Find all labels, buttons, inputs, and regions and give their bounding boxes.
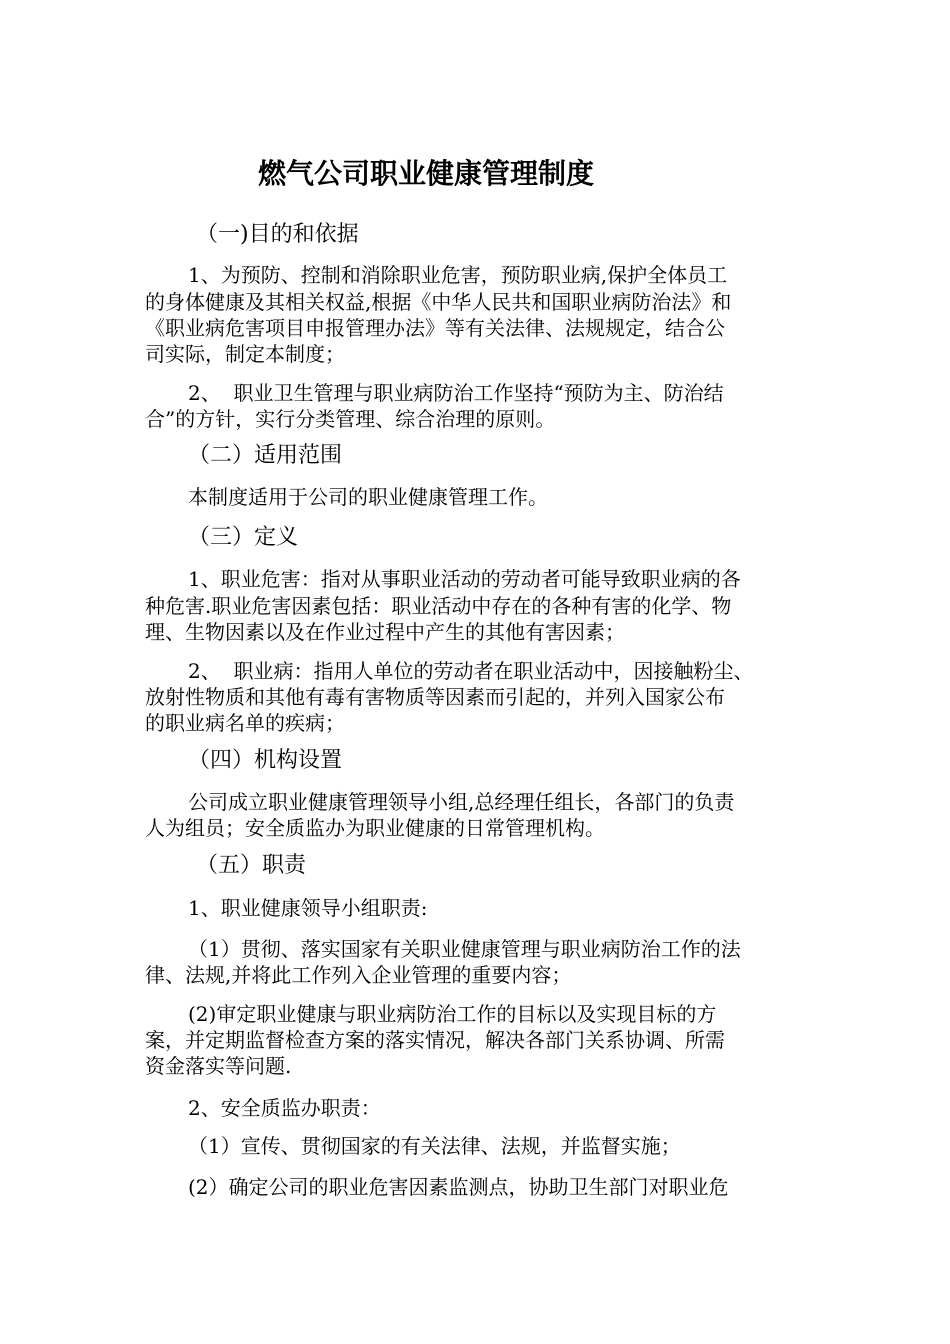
- paragraph-line: 《职业病危害项目申报管理办法》等有关法律、法规规定，结合公: [145, 316, 725, 340]
- paragraph-line: 本制度适用于公司的职业健康管理工作。: [188, 485, 548, 509]
- subsection-heading: 1、职业健康领导小组职责:: [188, 896, 428, 920]
- paragraph-line: （1）宣传、贯彻国家的有关法律、法规，并监督实施；: [188, 1134, 681, 1158]
- subsection-heading: 2、安全质监办职责：: [188, 1096, 381, 1120]
- paragraph-line: 1、为预防、控制和消除职业危害，预防职业病,保护全体员工: [188, 263, 728, 287]
- section-heading-1: （一)目的和依据: [196, 222, 359, 247]
- paragraph-line: 合”的方针，实行分类管理、综合治理的原则。: [145, 407, 556, 431]
- paragraph-line: 律、法规,并将此工作列入企业管理的重要内容；: [145, 963, 572, 987]
- paragraph-line: 放射性物质和其他有毒有害物质等因素而引起的，并列入国家公布: [145, 685, 725, 709]
- section-heading-5: （五）职责: [196, 853, 307, 878]
- paragraph-line: 1、职业危害：指对从事职业活动的劳动者可能导致职业病的各: [188, 567, 741, 591]
- paragraph-line: 公司成立职业健康管理领导小组,总经理任组长，各部门的负责: [188, 790, 735, 814]
- document-title: 燃气公司职业健康管理制度: [258, 157, 595, 190]
- paragraph-line: 案，并定期监督检查方案的落实情况，解决各部门关系协调、所需: [145, 1028, 725, 1052]
- paragraph-line: 的身体健康及其相关权益,根据《中华人民共和国职业病防治法》和: [145, 290, 732, 314]
- paragraph-line: 的职业病名单的疾病；: [145, 711, 345, 735]
- paragraph-line: 2、 职业卫生管理与职业病防治工作坚持“预防为主、防治结: [188, 381, 724, 405]
- section-heading-2: （二）适用范围: [188, 443, 343, 468]
- paragraph-line: 理、生物因素以及在作业过程中产生的其他有害因素；: [145, 620, 625, 644]
- paragraph-line: （1）贯彻、落实国家有关职业健康管理与职业病防治工作的法: [188, 937, 741, 961]
- paragraph-line: (2）确定公司的职业危害因素监测点，协助卫生部门对职业危: [188, 1175, 729, 1199]
- paragraph-line: (2)审定职业健康与职业病防治工作的目标以及实现目标的方: [188, 1002, 717, 1026]
- section-heading-3: （三）定义: [188, 525, 299, 550]
- paragraph-line: 种危害.职业危害因素包括：职业活动中存在的各种有害的化学、物: [145, 594, 732, 618]
- paragraph-line: 2、 职业病：指用人单位的劳动者在职业活动中，因接触粉尘、: [188, 659, 754, 683]
- paragraph-line: 司实际，制定本制度；: [145, 342, 345, 366]
- paragraph-line: 人为组员；安全质监办为职业健康的日常管理机构。: [145, 816, 605, 840]
- paragraph-line: 资金落实等问题.: [145, 1054, 292, 1078]
- section-heading-4: （四）机构设置: [188, 748, 343, 773]
